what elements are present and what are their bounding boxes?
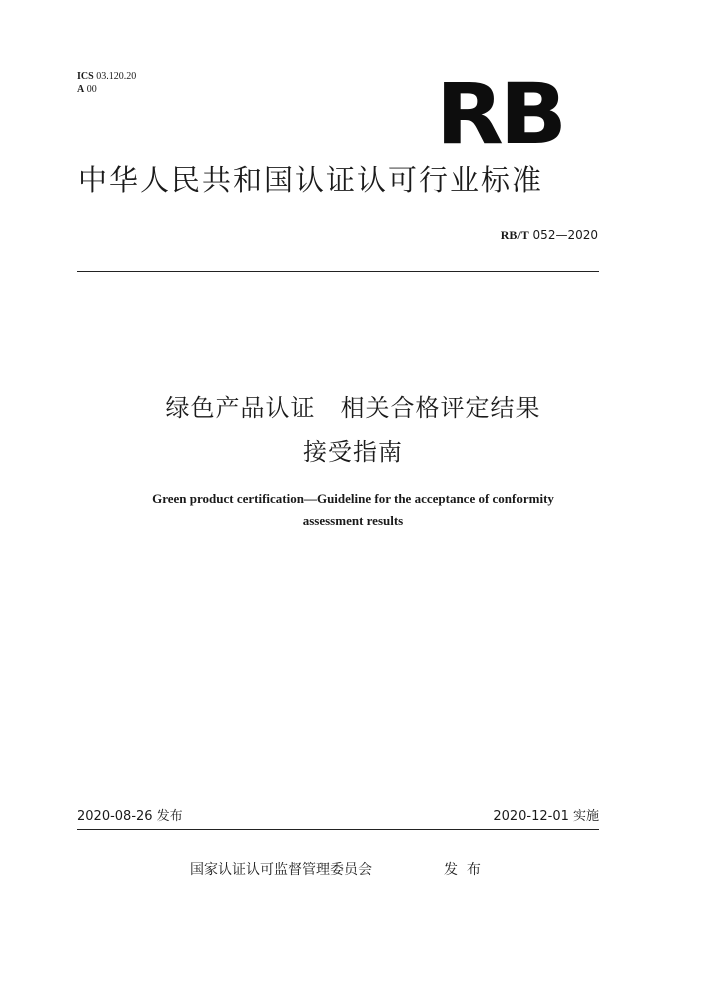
issue-date: 2020-08-26 发布 bbox=[77, 809, 183, 824]
standard-code-number: 052—2020 bbox=[532, 228, 598, 242]
bottom-divider bbox=[77, 829, 599, 830]
cn-title-line2: 接受指南 bbox=[303, 438, 403, 466]
publisher-name: 国家认证认可监督管理委员会 bbox=[190, 862, 372, 878]
top-divider bbox=[77, 271, 599, 272]
ccs-value: 00 bbox=[86, 84, 97, 95]
ccs-code bbox=[77, 84, 97, 96]
publish-action: 发 布 bbox=[444, 862, 481, 878]
ics-label: ICS bbox=[77, 71, 94, 82]
en-title-line2: assessment results bbox=[302, 513, 404, 528]
standard-code bbox=[501, 227, 598, 243]
ccs-label: A bbox=[77, 84, 85, 95]
implement-date: 2020-12-01 实施 bbox=[493, 809, 599, 824]
cn-title-line1: 绿色产品认证 相关合格评定结果 bbox=[165, 394, 541, 422]
standard-category-title: 中华人民共和国认证认可行业标准 bbox=[78, 163, 544, 197]
en-title-line1: Green product certification—Guideline for the acceptance of conformity bbox=[152, 491, 554, 506]
ics-code bbox=[77, 71, 136, 83]
standard-code-prefix: RB/T bbox=[500, 228, 529, 242]
rb-logo: RB bbox=[436, 65, 563, 163]
ics-value: 03.120.20 bbox=[96, 71, 137, 82]
